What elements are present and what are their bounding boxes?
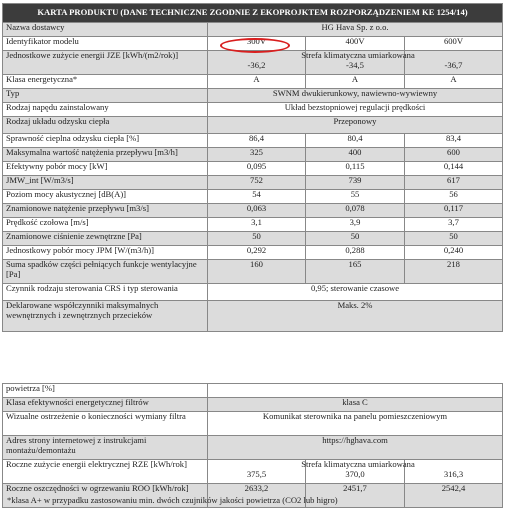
row-label: Klasa energetyczna* <box>3 75 208 89</box>
cell-value: 0,240 <box>405 246 503 260</box>
cell-value: Komunikat sterownika na panelu pomieszczeniowym <box>208 412 503 436</box>
cell-value: A <box>405 75 503 89</box>
cell-value: 165 <box>306 260 405 284</box>
table-row <box>3 384 503 398</box>
table-row <box>3 284 503 301</box>
row-label: Znamionowe natężenie przepływu [m3/s] <box>3 204 208 218</box>
cell-value: 739 <box>306 176 405 190</box>
cell-value: Układ bezstopniowej regulacji prędkości <box>208 103 503 117</box>
cell-value: 2633,2 <box>208 484 306 508</box>
cell-value: 752 <box>208 176 306 190</box>
model-300v: 300V <box>208 37 306 51</box>
cell-value: 400 <box>306 148 405 162</box>
table-row <box>3 301 503 332</box>
cell-value: 617 <box>405 176 503 190</box>
cell-value: -34,5 <box>346 59 364 70</box>
cell-value: 0,115 <box>306 162 405 176</box>
row-label: Czynnik rodzaju sterowania CRS i typ sterowania <box>3 284 208 301</box>
table-row <box>3 246 503 260</box>
cell-value: 83,4 <box>405 134 503 148</box>
table-row <box>3 218 503 232</box>
cell-value: 0,095 <box>208 162 306 176</box>
cell-value: 2542,4 <box>405 484 503 508</box>
row-label: Suma spadków części pełniących funkcje wentylacyjne [Pa] <box>3 260 208 284</box>
row-label: Nazwa dostawcy <box>3 23 208 37</box>
product-card-table-continued <box>2 383 503 508</box>
row-label: Znamionowe ciśnienie zewnętrzne [Pa] <box>3 232 208 246</box>
row-label: Rodzaj układu odzysku ciepła <box>3 117 208 134</box>
cell-value: 3,7 <box>405 218 503 232</box>
cell-value: 3,1 <box>208 218 306 232</box>
row-label: Adres strony internetowej z instrukcjami montażu/demontażu <box>3 436 208 460</box>
table-row <box>3 23 503 37</box>
cell-value: 325 <box>208 148 306 162</box>
row-label: JMW_int [W/m3/s] <box>3 176 208 190</box>
row-label: Klasa efektywności energetycznej filtrów <box>3 398 208 412</box>
row-label: Roczne oszczędności w ogrzewaniu ROO [kWh/rok] <box>3 484 208 508</box>
cell-value: A <box>208 75 306 89</box>
row-label: Rodzaj napędu zainstalowany <box>3 103 208 117</box>
row-label: Jednostkowe zużycie energii JZE [kWh/(m2/rok)] <box>3 51 208 75</box>
cell-value: SWNM dwukierunkowy, nawiewno-wywiewny <box>208 89 503 103</box>
row-label: Poziom mocy akustycznej [dB(A)] <box>3 190 208 204</box>
table-row <box>3 75 503 89</box>
row-label: powietrza [%] <box>3 384 208 398</box>
cell-value: 600 <box>405 148 503 162</box>
cell-value: 86,4 <box>208 134 306 148</box>
row-label: Identyfikator modelu <box>3 37 208 51</box>
table-row <box>3 232 503 246</box>
row-label: Sprawność cieplna odzysku ciepła [%] <box>3 134 208 148</box>
cell-value: 218 <box>405 260 503 284</box>
table-row <box>3 412 503 436</box>
cell-value: 80,4 <box>306 134 405 148</box>
cell-value: 2451,7 <box>306 484 405 508</box>
highlight-oval <box>220 38 290 53</box>
table-row <box>3 260 503 284</box>
cell-value: 0,063 <box>208 204 306 218</box>
table-row <box>3 51 503 75</box>
table-row <box>3 89 503 103</box>
row-label: Roczne zużycie energii elektrycznej RZE [kWh/rok] <box>3 460 208 484</box>
table-row <box>3 162 503 176</box>
cell-value: A <box>306 75 405 89</box>
cell-value: 0,117 <box>405 204 503 218</box>
model-400v: 400V <box>306 37 405 51</box>
cell-value: -36,2 <box>247 59 266 70</box>
row-label: Typ <box>3 89 208 103</box>
row-label: Maksymalna wartość natężenia przepływu [m3/h] <box>3 148 208 162</box>
cell-value: Maks. 2% <box>208 301 503 332</box>
cell-value: klasa C <box>208 398 503 412</box>
cell-value: 0,078 <box>306 204 405 218</box>
climate-zone-label: Strefa klimatyczna umiarkowana <box>301 50 415 60</box>
cell-value: 375,5 <box>246 468 267 479</box>
website-url: https://hghava.com <box>208 436 503 460</box>
table-row <box>3 398 503 412</box>
table-row <box>3 204 503 218</box>
row-label: Deklarowane współczynniki maksymalnych wewnętrznych i zewnętrznych przecieków <box>3 301 208 332</box>
cell-value: 50 <box>208 232 306 246</box>
cell-value: 316,3 <box>443 468 464 479</box>
table-row <box>3 436 503 460</box>
cell-value: 56 <box>405 190 503 204</box>
table-row <box>3 103 503 117</box>
table-row <box>3 176 503 190</box>
cell-value: Przeponowy <box>208 117 503 134</box>
cell-value: 160 <box>208 260 306 284</box>
cell-value: 0,288 <box>306 246 405 260</box>
cell-value: 0,144 <box>405 162 503 176</box>
cell-value: -36,7 <box>444 59 463 70</box>
cell-value <box>208 384 503 398</box>
row-label: Jednostkowy pobór mocy JPM [W/(m3/h)] <box>3 246 208 260</box>
cell-value: 55 <box>306 190 405 204</box>
cell-value: 0,292 <box>208 246 306 260</box>
cell-value: 3,9 <box>306 218 405 232</box>
table-row <box>3 134 503 148</box>
table-row <box>3 460 503 484</box>
row-label: Wizualne ostrzeżenie o konieczności wymiany filtra <box>3 412 208 436</box>
cell-value: 50 <box>306 232 405 246</box>
cell-value: 54 <box>208 190 306 204</box>
table-row <box>3 190 503 204</box>
model-600v: 600V <box>405 37 503 51</box>
row-label: Prędkość czołowa [m/s] <box>3 218 208 232</box>
table-row <box>3 148 503 162</box>
footnote: *klasa A+ w przypadku zastosowaniu min. dwóch czujników jakości powietrza (CO2 lub higro) <box>7 495 338 505</box>
cell-value: 370,0 <box>345 468 365 479</box>
cell-value: 50 <box>405 232 503 246</box>
row-label: Efektywny pobór mocy [kW] <box>3 162 208 176</box>
cell-value: 0,95; sterowanie czasowe <box>208 284 503 301</box>
climate-zone-label: Strefa klimatyczna umiarkowana <box>301 459 415 469</box>
table-row <box>3 117 503 134</box>
supplier-value: HG Hava Sp. z o.o. <box>208 23 503 37</box>
product-card-title: KARTA PRODUKTU (DANE TECHNICZNE ZGODNIE Z EKOPROJKTEM ROZPORZĄDZENIEM KE 1254/14) <box>3 4 503 23</box>
